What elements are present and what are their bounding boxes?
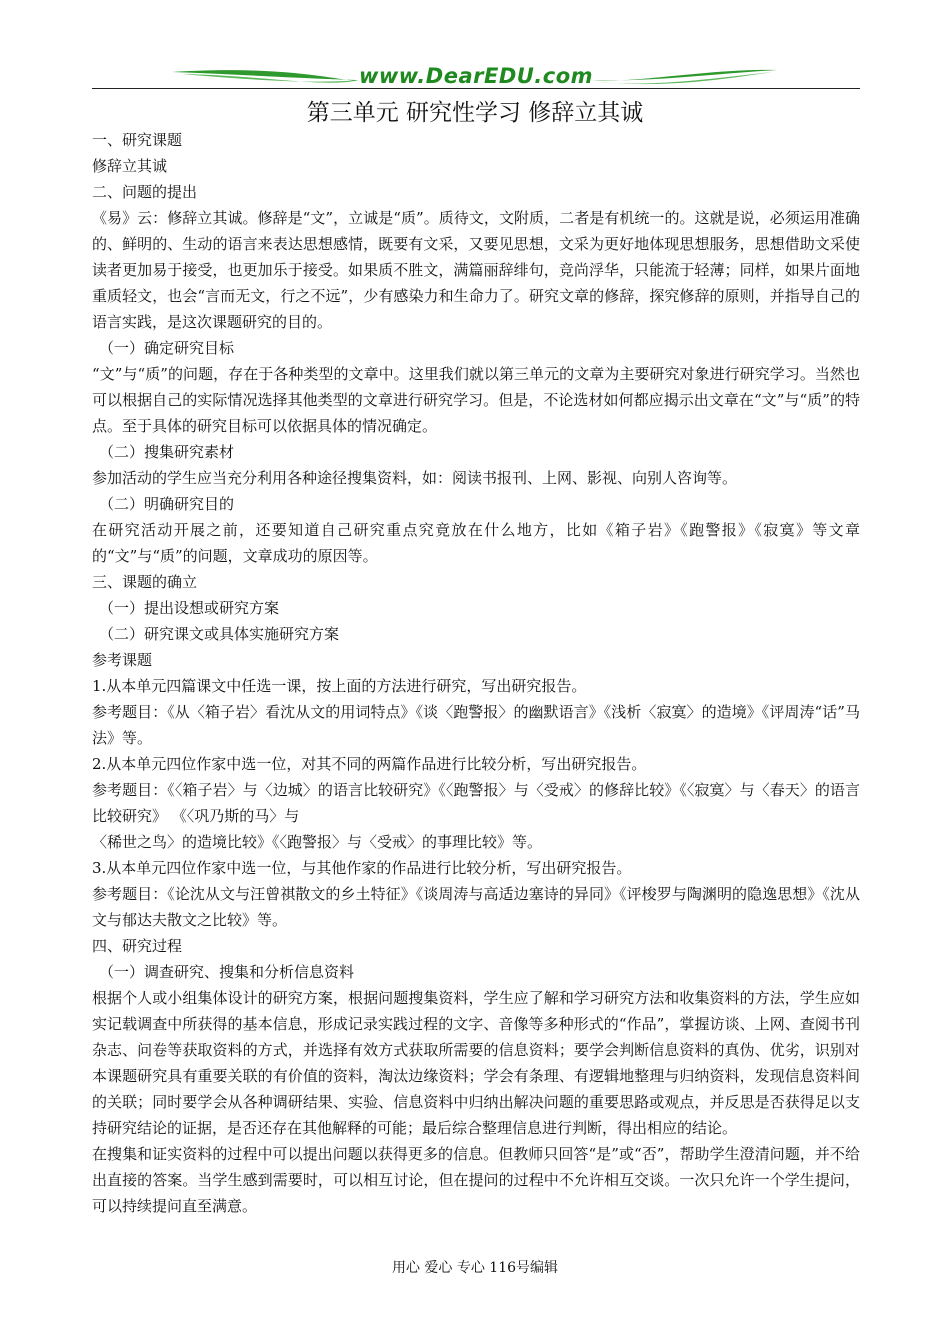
body-paragraph: 2.从本单元四位作家中选一位，对其不同的两篇作品进行比较分析，写出研究报告。 [92,755,647,773]
body-paragraph: 在研究活动开展之前，还要知道自己研究重点究竟放在什么地方，比如《箱子岩》《跑警报》《寂寞》等文章的“文”与“质”的问题，文章成功的原因等。 [92,521,860,565]
body-paragraph: 参考课题 [92,651,153,669]
body-paragraph: （二）研究课文或具体实施研究方案 [99,625,340,643]
body-paragraph: 1.从本单元四篇课文中任选一课，按上面的方法进行研究，写出研究报告。 [92,677,587,695]
body-paragraph: 参考题目：《〈箱子岩〉与〈边城〉的语言比较研究》《〈跑警报〉与〈受戒〉的修辞比较》《〈寂寞〉与〈春天〉的语言比较研究》 《〈巩乃斯的马〉与 [92,781,860,825]
body-paragraph: （一）调查研究、搜集和分析信息资料 [99,963,355,981]
body-paragraph: （一）确定研究目标 [99,339,235,357]
body-paragraph: 参考题目：《从〈箱子岩〉看沈从文的用词特点》《谈〈跑警报〉的幽默语言》《浅析〈寂寞〉的造境》《评周涛“话”马法》等。 [92,703,860,747]
body-paragraph: 在搜集和证实资料的过程中可以提出问题以获得更多的信息。但教师只回答“是”或“否”，帮助学生澄清问题，并不给出直接的答案。当学生感到需要时，可以相互讨论，但在提问的过程中不允许相互交谈。一次只允许一个学生提问，可以持续提问直至满意。 [92,1145,860,1215]
header-rule [92,88,860,89]
body-paragraph: 3.从本单元四位作家中选一位，与其他作家的作品进行比较分析，写出研究报告。 [92,859,632,877]
body-paragraph: 一、研究课题 [92,131,183,149]
body-paragraph: 三、课题的确立 [92,573,198,591]
body-paragraph: （一）提出设想或研究方案 [99,599,280,617]
body-paragraph: 参加活动的学生应当充分利用各种途径搜集资料，如：阅读书报刊、上网、影视、向别人咨询等。 [92,469,738,487]
site-logo-text[interactable]: www.DearEDU.com [358,64,594,88]
body-paragraph: 二、问题的提出 [92,183,198,201]
page-footer: 用心 爱心 专心 116号编辑 [391,1260,559,1276]
document-title: 第三单元 研究性学习 修辞立其诚 [306,100,644,126]
site-header-banner [92,58,860,98]
body-paragraph: （二）明确研究目的 [99,495,235,513]
body-paragraph: 修辞立其诚 [92,157,168,175]
body-paragraph: 《易》云：修辞立其诚。修辞是“文”，立诚是“质”。质待文，文附质，二者是有机统一的。这就是说，必须运用准确的、鲜明的、生动的语言来表达思想感情，既要有文采，又要见思想，文采为更好地体现思想服务，思想借助文采使读者更加易于接受，也更加乐于接受。如果质不胜文，满篇丽辞绯句，竞尚浮华，只能流于轻薄；同样，如果片面地重质轻文，也会“言而无文，行之不远”，少有感染力和生命力了。研究文章的修辞，探究修辞的原则，并指导自己的语言实践，是这次课题研究的目的。 [92,209,860,331]
body-paragraph: 〈稀世之鸟〉的造境比较》《〈跑警报〉与〈受戒〉的事理比较》等。 [92,833,543,851]
body-paragraph: “文”与“质”的问题，存在于各种类型的文章中。这里我们就以第三单元的文章为主要研究对象进行研究学习。当然也可以根据自己的实际情况选择其他类型的文章进行研究学习。但是，不论选材如何都应揭示出文章在“文”与“质”的特点。至于具体的研究目标可以依据具体的情况确定。 [92,365,860,435]
body-paragraph: 根据个人或小组集体设计的研究方案，根据问题搜集资料，学生应了解和学习研究方法和收集资料的方法，学生应如实记载调查中所获得的基本信息，形成记录实践过程的文字、音像等多种形式的“作品”，掌握访谈、上网、查阅书刊杂志、问卷等获取资料的方式，并选择有效方式获取所需要的信息资料；要学会判断信息资料的真伪、优劣，识别对本课题研究具有重要关联的有价值的资料，淘汰边缘资料；学会有条理、有逻辑地整理与归纳资料，发现信息资料间的关联；同时要学会从各种调研结果、实验、信息资料中归纳出解决问题的重要思路或观点，并反思是否获得足以支持研究结论的证据，是否还存在其他解释的可能；最后综合整理信息进行判断，得出相应的结论。 [92,989,860,1137]
body-paragraph: （二）搜集研究素材 [99,443,235,461]
body-paragraph: 四、研究过程 [92,937,183,955]
document-body [92,127,860,1219]
body-paragraph: 参考题目：《论沈从文与汪曾祺散文的乡土特征》《谈周涛与高适边塞诗的异同》《评梭罗与陶渊明的隐逸思想》《沈从文与郁达夫散文之比较》等。 [92,885,860,929]
